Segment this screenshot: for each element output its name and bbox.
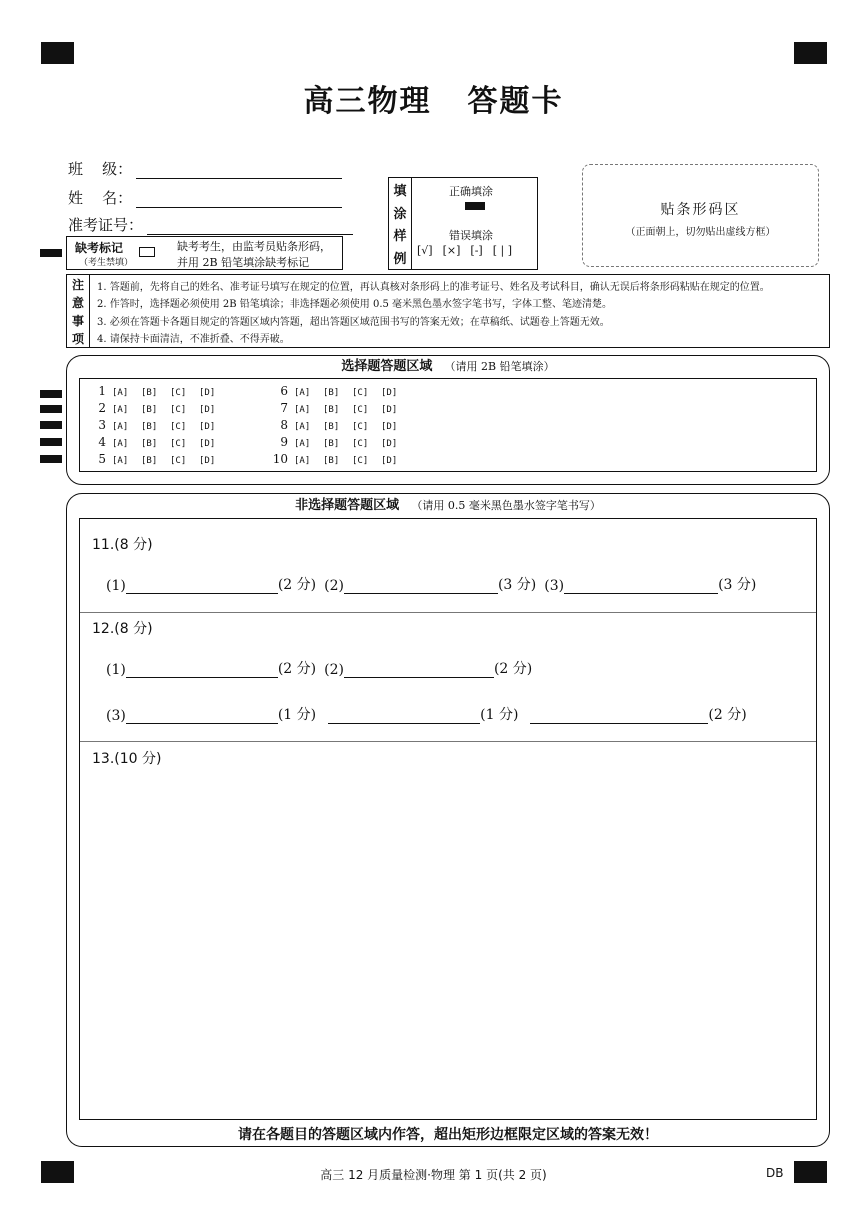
q12-1-score: (2 分): [277, 661, 317, 677]
choice-option-bubble[interactable]: [B]: [141, 422, 158, 432]
notes-side-label: 注 意 事 项: [67, 275, 90, 347]
choice-option-bubble[interactable]: [A]: [112, 422, 129, 432]
timing-mark: [40, 421, 62, 429]
name-input-line[interactable]: [136, 207, 342, 208]
q11-1-score: (2 分): [277, 577, 317, 593]
q12-3b-score: (1 分): [480, 707, 519, 723]
choice-option-bubble[interactable]: [B]: [141, 388, 158, 398]
choice-question-row: [88, 435, 228, 449]
choice-question-row: [270, 418, 410, 432]
choice-option-bubble[interactable]: [C]: [170, 456, 187, 466]
q12-3a-blank[interactable]: [126, 708, 278, 724]
wrong-fill-label: 错误填涂: [449, 229, 493, 242]
choice-title: 选择题答题区域: [341, 359, 433, 374]
choice-question-row: [270, 384, 410, 398]
choice-question-row: [270, 435, 410, 449]
timing-mark: [40, 249, 62, 257]
barcode-title: 贴条形码区: [660, 202, 741, 218]
choice-option-bubble[interactable]: [A]: [112, 388, 129, 398]
q11-3-blank[interactable]: [564, 578, 718, 594]
choice-option-bubble[interactable]: [D]: [199, 422, 216, 432]
absent-checkbox[interactable]: [139, 247, 155, 257]
q11-1-label: (1): [106, 578, 126, 594]
exam-number-label: 准考证号：: [68, 216, 144, 234]
choice-question-row: [270, 452, 410, 466]
choice-option-bubble[interactable]: [A]: [112, 405, 129, 415]
q12-answer-row-2: [106, 704, 747, 724]
absent-label: 缺考标记: [75, 241, 124, 255]
choice-option-bubble[interactable]: [D]: [199, 388, 216, 398]
choice-option-bubble[interactable]: [C]: [352, 388, 369, 398]
question-number: 1: [98, 384, 106, 398]
correct-fill-label: 正确填涂: [449, 185, 493, 198]
question-number: 8: [280, 418, 288, 432]
fill-sample-side-label: 填 涂 样 例: [389, 178, 412, 269]
nonchoice-note: （请用 0.5 毫米黑色墨水签字笔书写）: [411, 499, 601, 512]
choice-option-bubble[interactable]: [D]: [381, 422, 398, 432]
choice-option-bubble[interactable]: [B]: [323, 456, 340, 466]
question-number: 5: [98, 452, 106, 466]
note-item-4: 4. 请保持卡面清洁，不准折叠、不得弄破。: [97, 334, 290, 345]
choice-option-bubble[interactable]: [C]: [170, 405, 187, 415]
q12-2-label: (2): [324, 662, 344, 678]
question-number: 3: [98, 418, 106, 432]
page-footer: [0, 1166, 867, 1183]
corner-mark-top-left: [41, 42, 74, 64]
choice-option-bubble[interactable]: [D]: [381, 388, 398, 398]
choice-option-bubble[interactable]: [A]: [294, 405, 311, 415]
question-number: 6: [280, 384, 288, 398]
note-item-2: 2. 作答时，选择题必须使用 2B 铅笔填涂；非选择题必须使用 0.5 毫米黑色墨水签字笔书写，字体工整、笔迹清楚。: [97, 299, 613, 310]
notes-box: [66, 274, 830, 348]
choice-option-bubble[interactable]: [C]: [352, 422, 369, 432]
q11-1-blank[interactable]: [126, 578, 278, 594]
nonchoice-title: 非选择题答题区域: [295, 498, 400, 513]
page-title: [0, 76, 867, 120]
choice-question-row: [88, 401, 228, 415]
choice-option-bubble[interactable]: [A]: [294, 422, 311, 432]
class-input-line[interactable]: [136, 178, 342, 179]
choice-option-bubble[interactable]: [B]: [323, 405, 340, 415]
q12-3b-blank[interactable]: [328, 708, 480, 724]
question-number: 4: [98, 435, 106, 449]
exam-number-input-line[interactable]: [147, 234, 353, 235]
choice-option-bubble[interactable]: [D]: [199, 405, 216, 415]
absent-instruction-1: 缺考考生，由监考员贴条形码，: [177, 240, 331, 253]
choice-option-bubble[interactable]: [D]: [381, 439, 398, 449]
choice-option-bubble[interactable]: [D]: [381, 456, 398, 466]
timing-mark: [40, 405, 62, 413]
barcode-area[interactable]: [582, 164, 819, 267]
choice-option-bubble[interactable]: [B]: [141, 456, 158, 466]
title-subject: 高三物理: [303, 84, 432, 119]
barcode-subtitle: （正面朝上，切勿贴出虚线方框）: [625, 227, 776, 238]
choice-option-bubble[interactable]: [A]: [294, 439, 311, 449]
q11-2-blank[interactable]: [344, 578, 498, 594]
class-label: 班 级：: [68, 160, 133, 178]
question-number: 7: [280, 401, 288, 415]
nonchoice-header: [79, 494, 817, 519]
choice-option-bubble[interactable]: [D]: [381, 405, 398, 415]
note-item-3: 3. 必须在答题卡各题目规定的答题区域内答题，超出答题区域范围书写的答案无效；在草稿纸、试题卷上答题无效。: [97, 317, 610, 328]
choice-option-bubble[interactable]: [B]: [323, 422, 340, 432]
choice-option-bubble[interactable]: [A]: [294, 388, 311, 398]
q12-2-score: (2 分): [493, 661, 533, 677]
corner-mark-top-right: [794, 42, 827, 64]
nonchoice-section: [66, 493, 830, 1147]
choice-option-bubble[interactable]: [C]: [352, 405, 369, 415]
choice-option-bubble[interactable]: [D]: [199, 439, 216, 449]
q12-3-label: (3): [106, 708, 126, 724]
absent-mark-box: [66, 236, 343, 270]
absent-sub-label: （考生禁填）: [79, 258, 134, 268]
q11-answer-row: [106, 574, 756, 594]
absent-instruction-2: 并用 2B 铅笔填涂缺考标记: [177, 256, 310, 269]
choice-header: [79, 356, 817, 379]
choice-option-bubble[interactable]: [C]: [170, 388, 187, 398]
timing-mark: [40, 390, 62, 398]
choice-question-row: [88, 384, 228, 398]
q11-title: 11.(8 分): [92, 537, 153, 553]
q12-title: 12.(8 分): [92, 621, 153, 637]
choice-section: [66, 355, 830, 485]
q12-3a-score: (1 分): [277, 707, 317, 723]
q13-answer-area[interactable]: [80, 774, 816, 1119]
choice-question-row: [88, 418, 228, 432]
nonchoice-answer-area: [79, 518, 817, 1120]
timing-mark: [40, 455, 62, 463]
q11-2-score: (3 分): [497, 577, 537, 593]
choice-option-bubble[interactable]: [A]: [112, 439, 129, 449]
wrong-fill-examples: [√] [×] [-] [ | ]: [417, 244, 513, 257]
choice-option-bubble[interactable]: [A]: [112, 456, 129, 466]
divider: [80, 741, 816, 742]
q11-3-label: (3): [544, 578, 565, 594]
note-item-1: 1. 答题前，先将自己的姓名、准考证号填写在规定的位置，再认真核对条形码上的准考证号、姓名及考试科目，确认无误后将条形码粘贴在规定的位置。: [97, 282, 770, 293]
divider: [80, 612, 816, 613]
question-number: 9: [280, 435, 288, 449]
choice-option-bubble[interactable]: [C]: [170, 422, 187, 432]
choice-option-bubble[interactable]: [A]: [294, 456, 311, 466]
choice-option-bubble[interactable]: [C]: [170, 439, 187, 449]
choice-question-row: [88, 452, 228, 466]
choice-option-bubble[interactable]: [C]: [352, 439, 369, 449]
choice-option-bubble[interactable]: [B]: [141, 439, 158, 449]
answer-area-warning: 请在各题目的答题区域内作答，超出矩形边框限定区域的答案无效！: [238, 1127, 658, 1143]
q11-2-label: (2): [324, 578, 344, 594]
choice-option-bubble[interactable]: [B]: [323, 388, 340, 398]
title-card: 答题卡: [467, 84, 564, 119]
choice-option-bubble[interactable]: [C]: [352, 456, 369, 466]
timing-mark: [40, 438, 62, 446]
correct-fill-example: [465, 202, 485, 210]
q12-3c-score: (2 分): [708, 707, 747, 723]
choice-option-bubble[interactable]: [B]: [141, 405, 158, 415]
exam-number-field: [68, 214, 353, 235]
q12-1-blank[interactable]: [126, 662, 278, 678]
q12-3c-blank[interactable]: [530, 708, 708, 724]
name-label: 姓 名：: [68, 189, 133, 207]
q11-3-score: (3 分): [718, 577, 757, 593]
choice-note: （请用 2B 铅笔填涂）: [444, 360, 555, 373]
footer-code: DB: [766, 1166, 784, 1180]
question-number: 2: [98, 401, 106, 415]
q12-1-label: (1): [106, 662, 126, 678]
name-field: [68, 187, 342, 208]
q12-2-blank[interactable]: [344, 662, 494, 678]
question-number: 10: [272, 452, 288, 466]
footer-text: 高三 12 月质量检测·物理 第 1 页(共 2 页): [320, 1168, 547, 1182]
q12-answer-row-1: [106, 658, 532, 678]
q13-title: 13.(10 分): [92, 751, 162, 767]
choice-option-bubble[interactable]: [D]: [199, 456, 216, 466]
choice-option-bubble[interactable]: [B]: [323, 439, 340, 449]
choice-grid: [79, 378, 817, 472]
class-field: [68, 158, 342, 179]
choice-question-row: [270, 401, 410, 415]
fill-sample-box: [388, 177, 538, 270]
